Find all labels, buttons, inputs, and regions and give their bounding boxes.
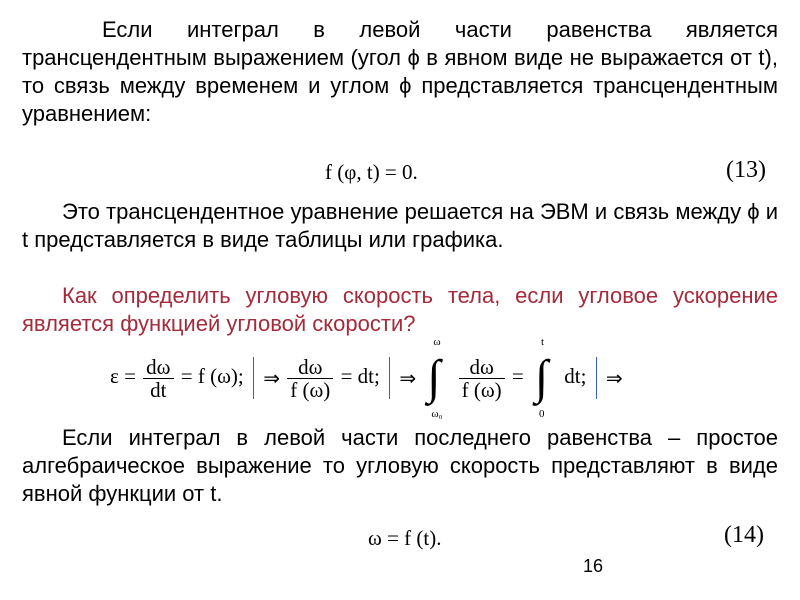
separator-bar [389, 357, 390, 399]
fraction-numerator: dω [459, 356, 505, 379]
equals-dt: = dt; [340, 363, 380, 388]
paragraph-explicit: Если интеграл в левой части последнего равенства – простое алгебраическое выражение то угловую скорость представляют в виде явной функции от t. [22, 425, 778, 506]
separator-bar [253, 357, 254, 399]
equals-sign: = [180, 363, 193, 388]
separator-bar [596, 357, 597, 399]
integral-lower-limit: 0 [539, 408, 545, 420]
integral-upper-limit: t [541, 336, 545, 348]
integral-lower-limit: ω₀ [431, 408, 443, 420]
question-text: Как определить угловую скорость тела, если угловое ускорение является функцией угловой скорости? [22, 283, 778, 336]
integral-sign: ∫ [427, 351, 441, 404]
integrand-dt: dt; [564, 363, 587, 388]
fraction-dw-fw [287, 356, 333, 401]
integral-sign: ∫ [535, 351, 549, 404]
fraction-dw-fw-integrand [459, 356, 505, 401]
implies-arrow: ⇒ [263, 366, 280, 390]
page-number: 16 [583, 556, 604, 576]
function-f-omega: f (ω); [197, 363, 244, 388]
fraction-numerator: dω [287, 356, 333, 379]
equation-number-14: (14) [724, 522, 764, 548]
fraction-denominator: dt [150, 377, 167, 402]
equation-14: ω = f (t). [368, 526, 442, 550]
epsilon-term: ε = [110, 363, 136, 388]
integral-omega [425, 336, 447, 420]
fraction-denominator: f (ω) [461, 377, 502, 402]
equation-number-13: (13) [726, 157, 766, 183]
fraction-denominator: f (ω) [290, 377, 331, 402]
paragraph-intro: Если интеграл в левой части равенства является трансцендентным выражением (угол ϕ в явном виде не выражается от t), то связь между временем и углом ϕ представляется трансцендентным уравнением: [22, 17, 778, 126]
integral-upper-limit: ω [433, 336, 441, 348]
implies-arrow: ⇒ [399, 366, 417, 390]
equation-13: f (φ, t) = 0. [325, 160, 418, 184]
paragraph-solution: Это трансцендентное уравнение решается на ЭВМ и связь между ϕ и t представляется в виде таблицы или графика. [22, 199, 778, 252]
equation-chain [110, 336, 623, 420]
integral-time [533, 336, 555, 420]
fraction-dw-dt [143, 356, 173, 401]
equals-sign: = [511, 363, 524, 388]
fraction-numerator: dω [143, 356, 173, 379]
implies-arrow: ⇒ [605, 366, 623, 390]
